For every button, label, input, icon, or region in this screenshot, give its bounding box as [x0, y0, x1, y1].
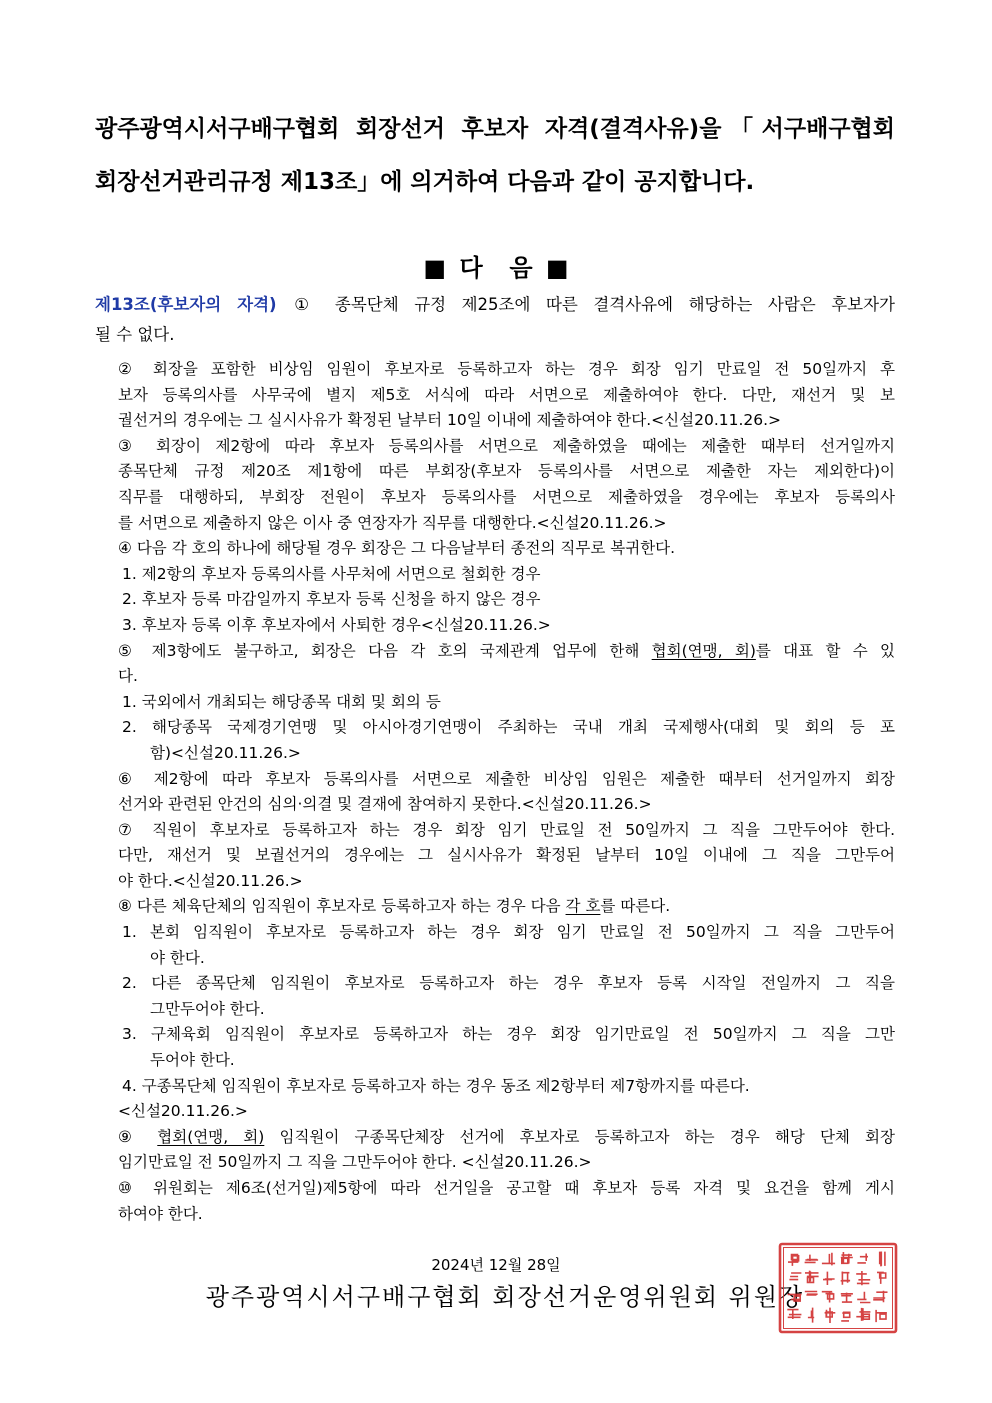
seal-engraving — [788, 1252, 887, 1322]
clause-8-item: 두어야 한다. — [150, 1051, 235, 1070]
official-seal — [778, 1242, 898, 1334]
clause-8-amendment-note: <신설20.11.26.> — [118, 1102, 248, 1121]
clause-5-line: 다. — [118, 667, 138, 686]
article-13-lead — [95, 290, 895, 350]
clause-2-line: 궐선거의 경우에는 그 실시사유가 확정된 날부터 10일 이내에 제출하여야 한다.<신설20.11.26.> — [118, 411, 782, 430]
clause-8-item: 4. 구종목단체 임직원이 후보자로 등록하고자 하는 경우 동조 제2항부터 제7항까지를 따른다. — [122, 1076, 750, 1095]
committee-signature: 광주광역시서구배구협회 회장선거운영위원회 위원장 — [205, 1283, 805, 1311]
clause-8-item: 그만두어야 한다. — [150, 999, 265, 1018]
article-13-line — [95, 320, 895, 350]
clause-1-text: ① 종목단체 규정 제25조에 따른 결격사유에 해당하는 사람은 후보자가 — [284, 295, 895, 314]
clause-4-line: ④ 다음 각 호의 하나에 해당될 경우 회장은 그 다음날부터 종전의 직무로 복귀한다. — [118, 539, 676, 558]
clause-8-item: 야 한다. — [150, 948, 205, 967]
notice-title — [95, 103, 895, 209]
clause-8-text: 를 따른다. — [600, 897, 671, 916]
notice-title-line: 광주광역시서구배구협회 회장선거 후보자 자격(결격사유)을「서구배구협회 — [95, 116, 895, 142]
clause-8-item: 3. 구체육회 임직원이 후보자로 등록하고자 하는 경우 회장 임기만료일 전 50일까지 그 직을 그만 — [122, 1025, 895, 1044]
underlined-term: 각 호 — [565, 897, 601, 916]
clause-9-line: 임기만료일 전 50일까지 그 직을 그만두어야 한다. <신설20.11.26.> — [118, 1153, 592, 1172]
clause-3-line: 를 서면으로 제출하지 않은 이사 중 연장자가 직무를 대행한다.<신설20.11.26.> — [118, 513, 667, 532]
clause-3-line: ③ 회장이 제2항에 따라 후보자 등록의사를 서면으로 제출하였을 때에는 제출한 때부터 선거일까지 — [118, 436, 895, 455]
clause-8-text: ⑧ 다른 체육단체의 임직원이 후보자로 등록하고자 하는 경우 다음 — [118, 897, 566, 916]
clause-2-line: ② 회장을 포함한 비상임 임원이 후보자로 등록하고자 하는 경우 회장 임기 만료일 전 50일까지 후 — [118, 360, 895, 378]
clause-8-item: 2. 다른 종목단체 임직원이 후보자로 등록하고자 하는 경우 후보자 등록 시작일 전일까지 그 직을 — [122, 974, 895, 993]
clause-5-text: ⑤ 제3항에도 불구하고, 회장은 다음 각 호의 국제관계 업무에 한해 — [118, 641, 652, 660]
clause-3-line: 직무를 대행하되, 부회장 전원이 후보자 등록의사를 서면으로 제출하였을 경우에는 후보자 등록의사 — [118, 487, 895, 506]
article-body — [118, 357, 895, 1227]
clause-5-item: 1. 국외에서 개최되는 해당종목 대회 및 회의 등 — [122, 692, 441, 711]
clause-8-item: 1. 본회 임직원이 후보자로 등록하고자 하는 경우 회장 임기 만료일 전 50일까지 그 직을 그만두어 — [122, 923, 895, 942]
underlined-term: 협회(연맹, 회) — [651, 641, 756, 660]
clause-10-line: ⑩ 위원회는 제6조(선거일)제5항에 따라 선거일을 공고할 때 후보자 등록 자격 및 요건을 함께 게시 — [118, 1179, 895, 1197]
article-label: 제13조(후보자의 자격) — [95, 295, 277, 314]
clause-5-item: 함)<신설20.11.26.> — [150, 743, 301, 762]
section-heading: ■ 다 음 ■ — [423, 254, 569, 282]
clause-5-line — [118, 639, 895, 665]
clause-7-line: ⑦ 직원이 후보자로 등록하고자 하는 경우 회장 임기 만료일 전 50일까지 그 직을 그만두어야 한다. — [118, 820, 895, 839]
clause-7-line: 야 한다.<신설20.11.26.> — [118, 871, 303, 890]
clause-4-item: 1. 제2항의 후보자 등록의사를 사무처에 서면으로 철회한 경우 — [122, 564, 541, 583]
article-13-line — [95, 290, 895, 320]
clause-9-text: ⑨ — [118, 1127, 158, 1146]
clause-7-line: 다만, 재선거 및 보궐선거의 경우에는 그 실시사유가 확정된 날부터 10일 이내에 그 직을 그만두어 — [118, 846, 895, 865]
clause-5-text: 를 대표 할 수 있 — [755, 641, 895, 660]
clause-4-item: 2. 후보자 등록 마감일까지 후보자 등록 신청을 하지 않은 경우 — [122, 590, 541, 609]
clause-4-item: 3. 후보자 등록 이후 후보자에서 사퇴한 경우<신설20.11.26.> — [122, 615, 551, 634]
clause-6-line: ⑥ 제2항에 따라 후보자 등록의사를 서면으로 제출한 비상임 임원은 제출한 때부터 선거일까지 회장 — [118, 769, 895, 788]
notice-title-line: 회장선거관리규정 제13조」에 의거하여 다음과 같이 공지합니다. — [95, 169, 755, 195]
clause-1-text: 될 수 없다. — [95, 325, 175, 344]
clause-5-item: 2. 해당종목 국제경기연맹 및 아시아경기연맹이 주최하는 국내 개최 국제행사(대회 및 회의 등 포 — [122, 718, 895, 737]
clause-10-line: 하여야 한다. — [118, 1204, 203, 1223]
clause-8-line — [118, 894, 895, 920]
clause-9-line — [118, 1125, 895, 1151]
clause-9-text: 임직원이 구종목단체장 선거에 후보자로 등록하고자 하는 경우 해당 단체 회장 — [264, 1127, 895, 1146]
notice-date: 2024년 12월 28일 — [431, 1256, 561, 1274]
clause-3-line: 종목단체 규정 제20조 제1항에 따른 부회장(후보자 등록의사를 서면으로 제출한 자는 제외한다)이 — [118, 462, 895, 481]
clause-2-line: 보자 등록의사를 사무국에 별지 제5호 서식에 따라 서면으로 제출하여야 한다. 다만, 재선거 및 보 — [118, 385, 895, 404]
clause-6-line: 선거와 관련된 안건의 심의·의결 및 결재에 참여하지 못한다.<신설20.11.26.> — [118, 795, 652, 814]
underlined-term: 협회(연맹, 회) — [157, 1127, 265, 1146]
